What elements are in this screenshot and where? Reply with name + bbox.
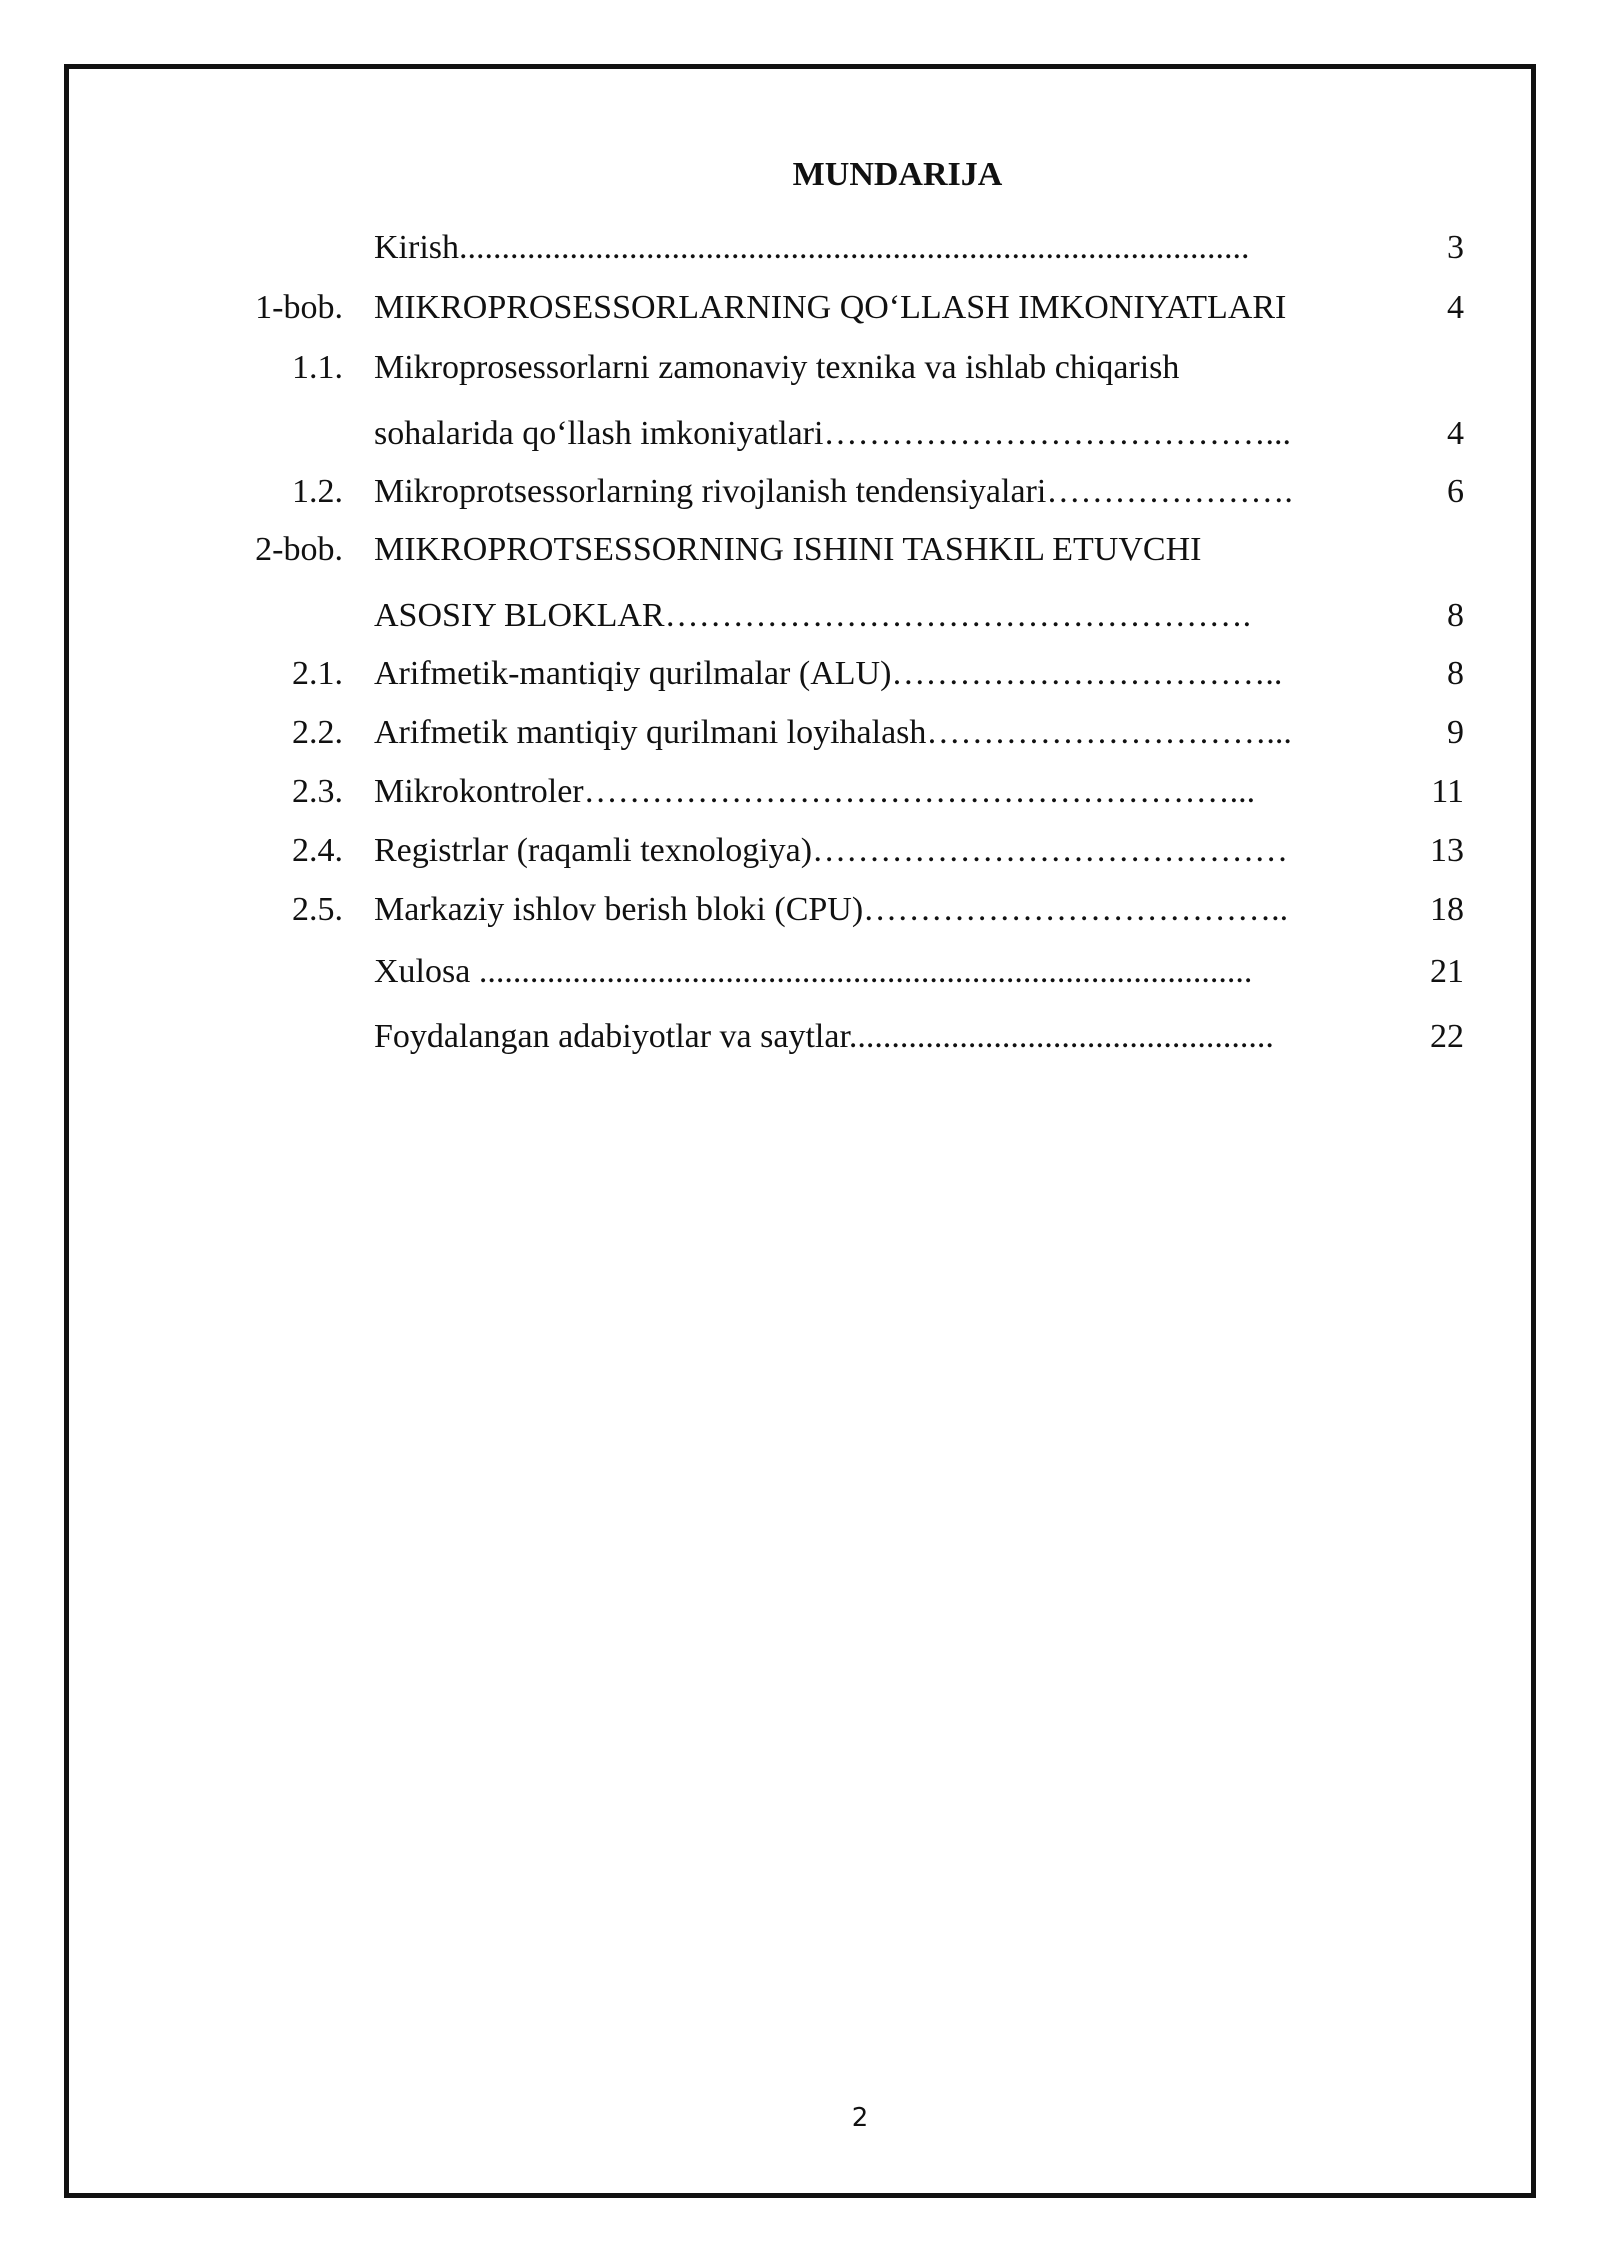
toc-entry: [0, 348, 1600, 388]
toc-entry-text: MIKROPROSESSORLARNING QO‘LLASH IMKONIYATLARI: [374, 289, 1287, 326]
toc-entry-text: Mikroprotsessorlarning rivojlanish tendensiyalari………………….: [374, 473, 1293, 510]
toc-entry-text: Arifmetik mantiqiy qurilmani loyihalash…………………………...: [374, 714, 1292, 751]
toc-entry-page: 8: [1447, 597, 1464, 634]
toc-entry-number: 1.2.: [292, 473, 343, 510]
toc-entry-text: Mikroprosessorlarni zamonaviy texnika va ishlab chiqarish: [374, 349, 1180, 386]
toc-entry-text: Registrlar (raqamli texnologiya)……………………………………: [374, 832, 1289, 869]
toc-entry: [0, 228, 1600, 268]
toc-entry: [0, 952, 1600, 992]
toc-entry-text: sohalarida qo‘llash imkoniyatlari…………………………………...: [374, 415, 1291, 452]
toc-entry: [0, 596, 1600, 636]
toc-entry-page: 3: [1447, 229, 1464, 266]
toc-entry-number: 2.5.: [292, 891, 343, 928]
toc-title: MUNDARIJA: [792, 156, 1003, 193]
toc-entry-page: 18: [1430, 891, 1464, 928]
toc-entry: [0, 530, 1600, 570]
toc-entry: [0, 772, 1600, 812]
toc-entry-page: 4: [1447, 415, 1464, 452]
toc-entry-number: 2.2.: [292, 714, 343, 751]
toc-entry: [0, 713, 1600, 753]
toc-entry-page: 9: [1447, 714, 1464, 751]
toc-entry-number: 2.4.: [292, 832, 343, 869]
toc-entry: [0, 890, 1600, 930]
toc-entry-number: 2.1.: [292, 655, 343, 692]
toc-entry: [0, 472, 1600, 512]
toc-entry: [0, 654, 1600, 694]
toc-entry-text: Foydalangan adabiyotlar va saytlar..................................................: [374, 1018, 1274, 1055]
toc-entry-page: 13: [1430, 832, 1464, 869]
toc-entry-page: 22: [1430, 1018, 1464, 1055]
toc-entry-page: 21: [1430, 953, 1464, 990]
toc-entry-number: 2-bob.: [255, 531, 343, 568]
page-number: 2: [851, 2103, 869, 2133]
toc-entry-text: MIKROPROTSESSORNING ISHINI TASHKIL ETUVCHI: [374, 531, 1202, 568]
toc-entry-page: 8: [1447, 655, 1464, 692]
toc-entry-page: 11: [1431, 773, 1464, 810]
toc-entry: [0, 414, 1600, 454]
toc-entry-text: Mikrokontroler…………………………………………………...: [374, 773, 1256, 810]
toc-entry-text: Xulosa ...........................................................................................: [374, 953, 1253, 990]
toc-entry-page: 6: [1447, 473, 1464, 510]
toc-entry-text: Arifmetik-mantiqiy qurilmalar (ALU)……………………………..: [374, 655, 1283, 692]
toc-entry: [0, 1017, 1600, 1057]
toc-entry: [0, 288, 1600, 328]
toc-entry-number: 1-bob.: [255, 289, 343, 326]
toc-entry-text: ASOSIY BLOKLAR…………………………………………….: [374, 597, 1252, 634]
toc-entry-number: 1.1.: [292, 349, 343, 386]
toc-entry: [0, 831, 1600, 871]
toc-entry-number: 2.3.: [292, 773, 343, 810]
toc-entry-page: 4: [1447, 289, 1464, 326]
toc-entry-text: Markaziy ishlov berish bloki (CPU)………………………………..: [374, 891, 1289, 928]
toc-entry-text: Kirish.............................................................................................: [374, 229, 1250, 266]
